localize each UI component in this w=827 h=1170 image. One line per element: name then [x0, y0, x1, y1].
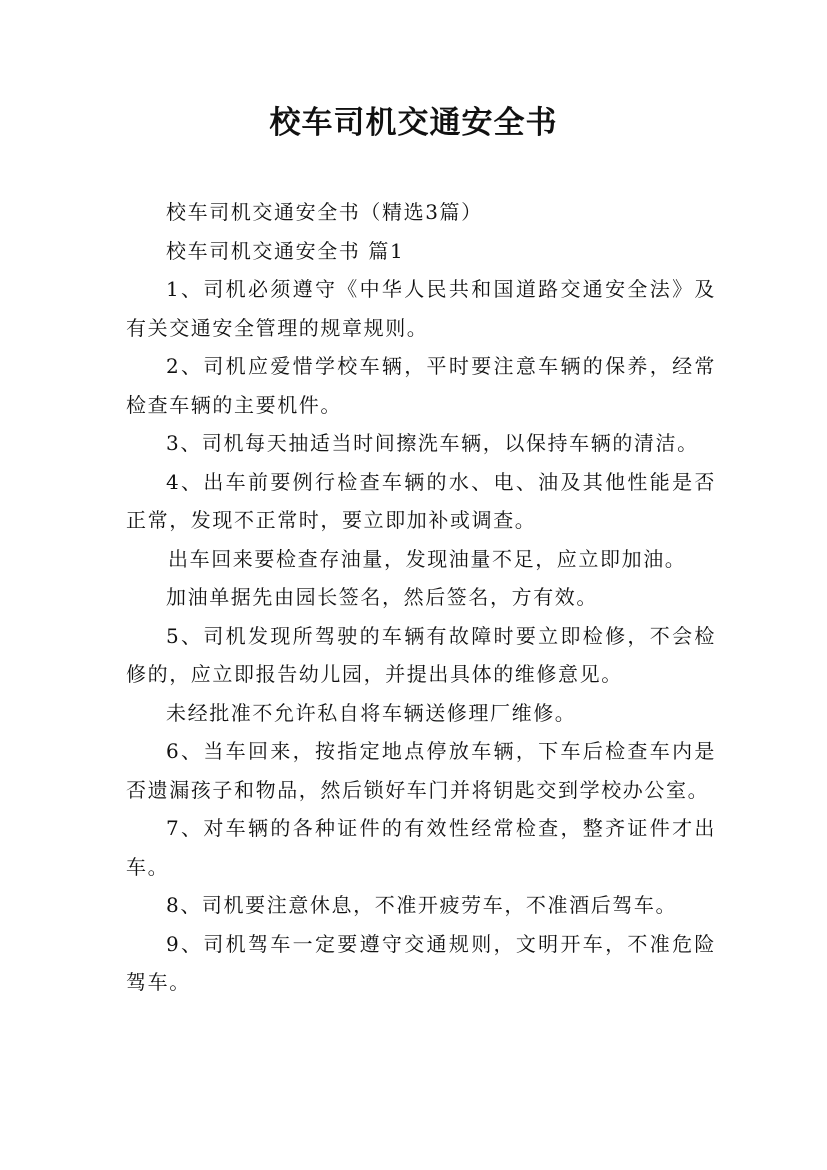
paragraph-rule-5: 5、司机发现所驾驶的车辆有故障时要立即检修，不会检修的，应立即报告幼儿园，并提出具体的维修意见。 [126, 623, 716, 686]
paragraph-rule-5-approval: 未经批准不允许私自将车辆送修理厂维修。 [166, 700, 577, 725]
paragraph-rule-2: 2、司机应爱惜学校车辆，平时要注意车辆的保养，经常检查车辆的主要机件。 [126, 354, 716, 417]
paragraph-rule-1: 1、司机必须遵守《中华人民共和国道路交通安全法》及有关交通安全管理的规章规则。 [126, 277, 716, 340]
document-body [126, 193, 716, 1002]
paragraph-rule-9: 9、司机驾车一定要遵守交通规则，文明开车，不准危险驾车。 [126, 931, 716, 994]
paragraph-rule-4-oil-check: 出车回来要检查存油量，发现油量不足，应立即加油。 [168, 546, 687, 571]
paragraph-rule-4-receipt: 加油单据先由园长签名，然后签名，方有效。 [166, 585, 598, 609]
paragraph-rule-6: 6、当车回来，按指定地点停放车辆，下车后检查车内是否遗漏孩子和物品，然后锁好车门并将钥匙交到学校办公室。 [126, 739, 716, 802]
paragraph-rule-3: 3、司机每天抽适当时间擦洗车辆，以保持车辆的清洁。 [166, 431, 699, 455]
paragraph-section-heading: 校车司机交通安全书 篇1 [166, 238, 405, 263]
paragraph-rule-8: 8、司机要注意休息，不准开疲劳车，不准酒后驾车。 [166, 893, 678, 917]
paragraph-subtitle: 校车司机交通安全书（精选3篇） [166, 200, 483, 224]
paragraph-rule-4: 4、出车前要例行检查车辆的水、电、油及其他性能是否正常，发现不正常时，要立即加补或调查。 [126, 469, 716, 532]
paragraph-rule-7: 7、对车辆的各种证件的有效性经常检查，整齐证件才出车。 [126, 816, 716, 879]
document-title: 校车司机交通安全书 [269, 105, 558, 141]
